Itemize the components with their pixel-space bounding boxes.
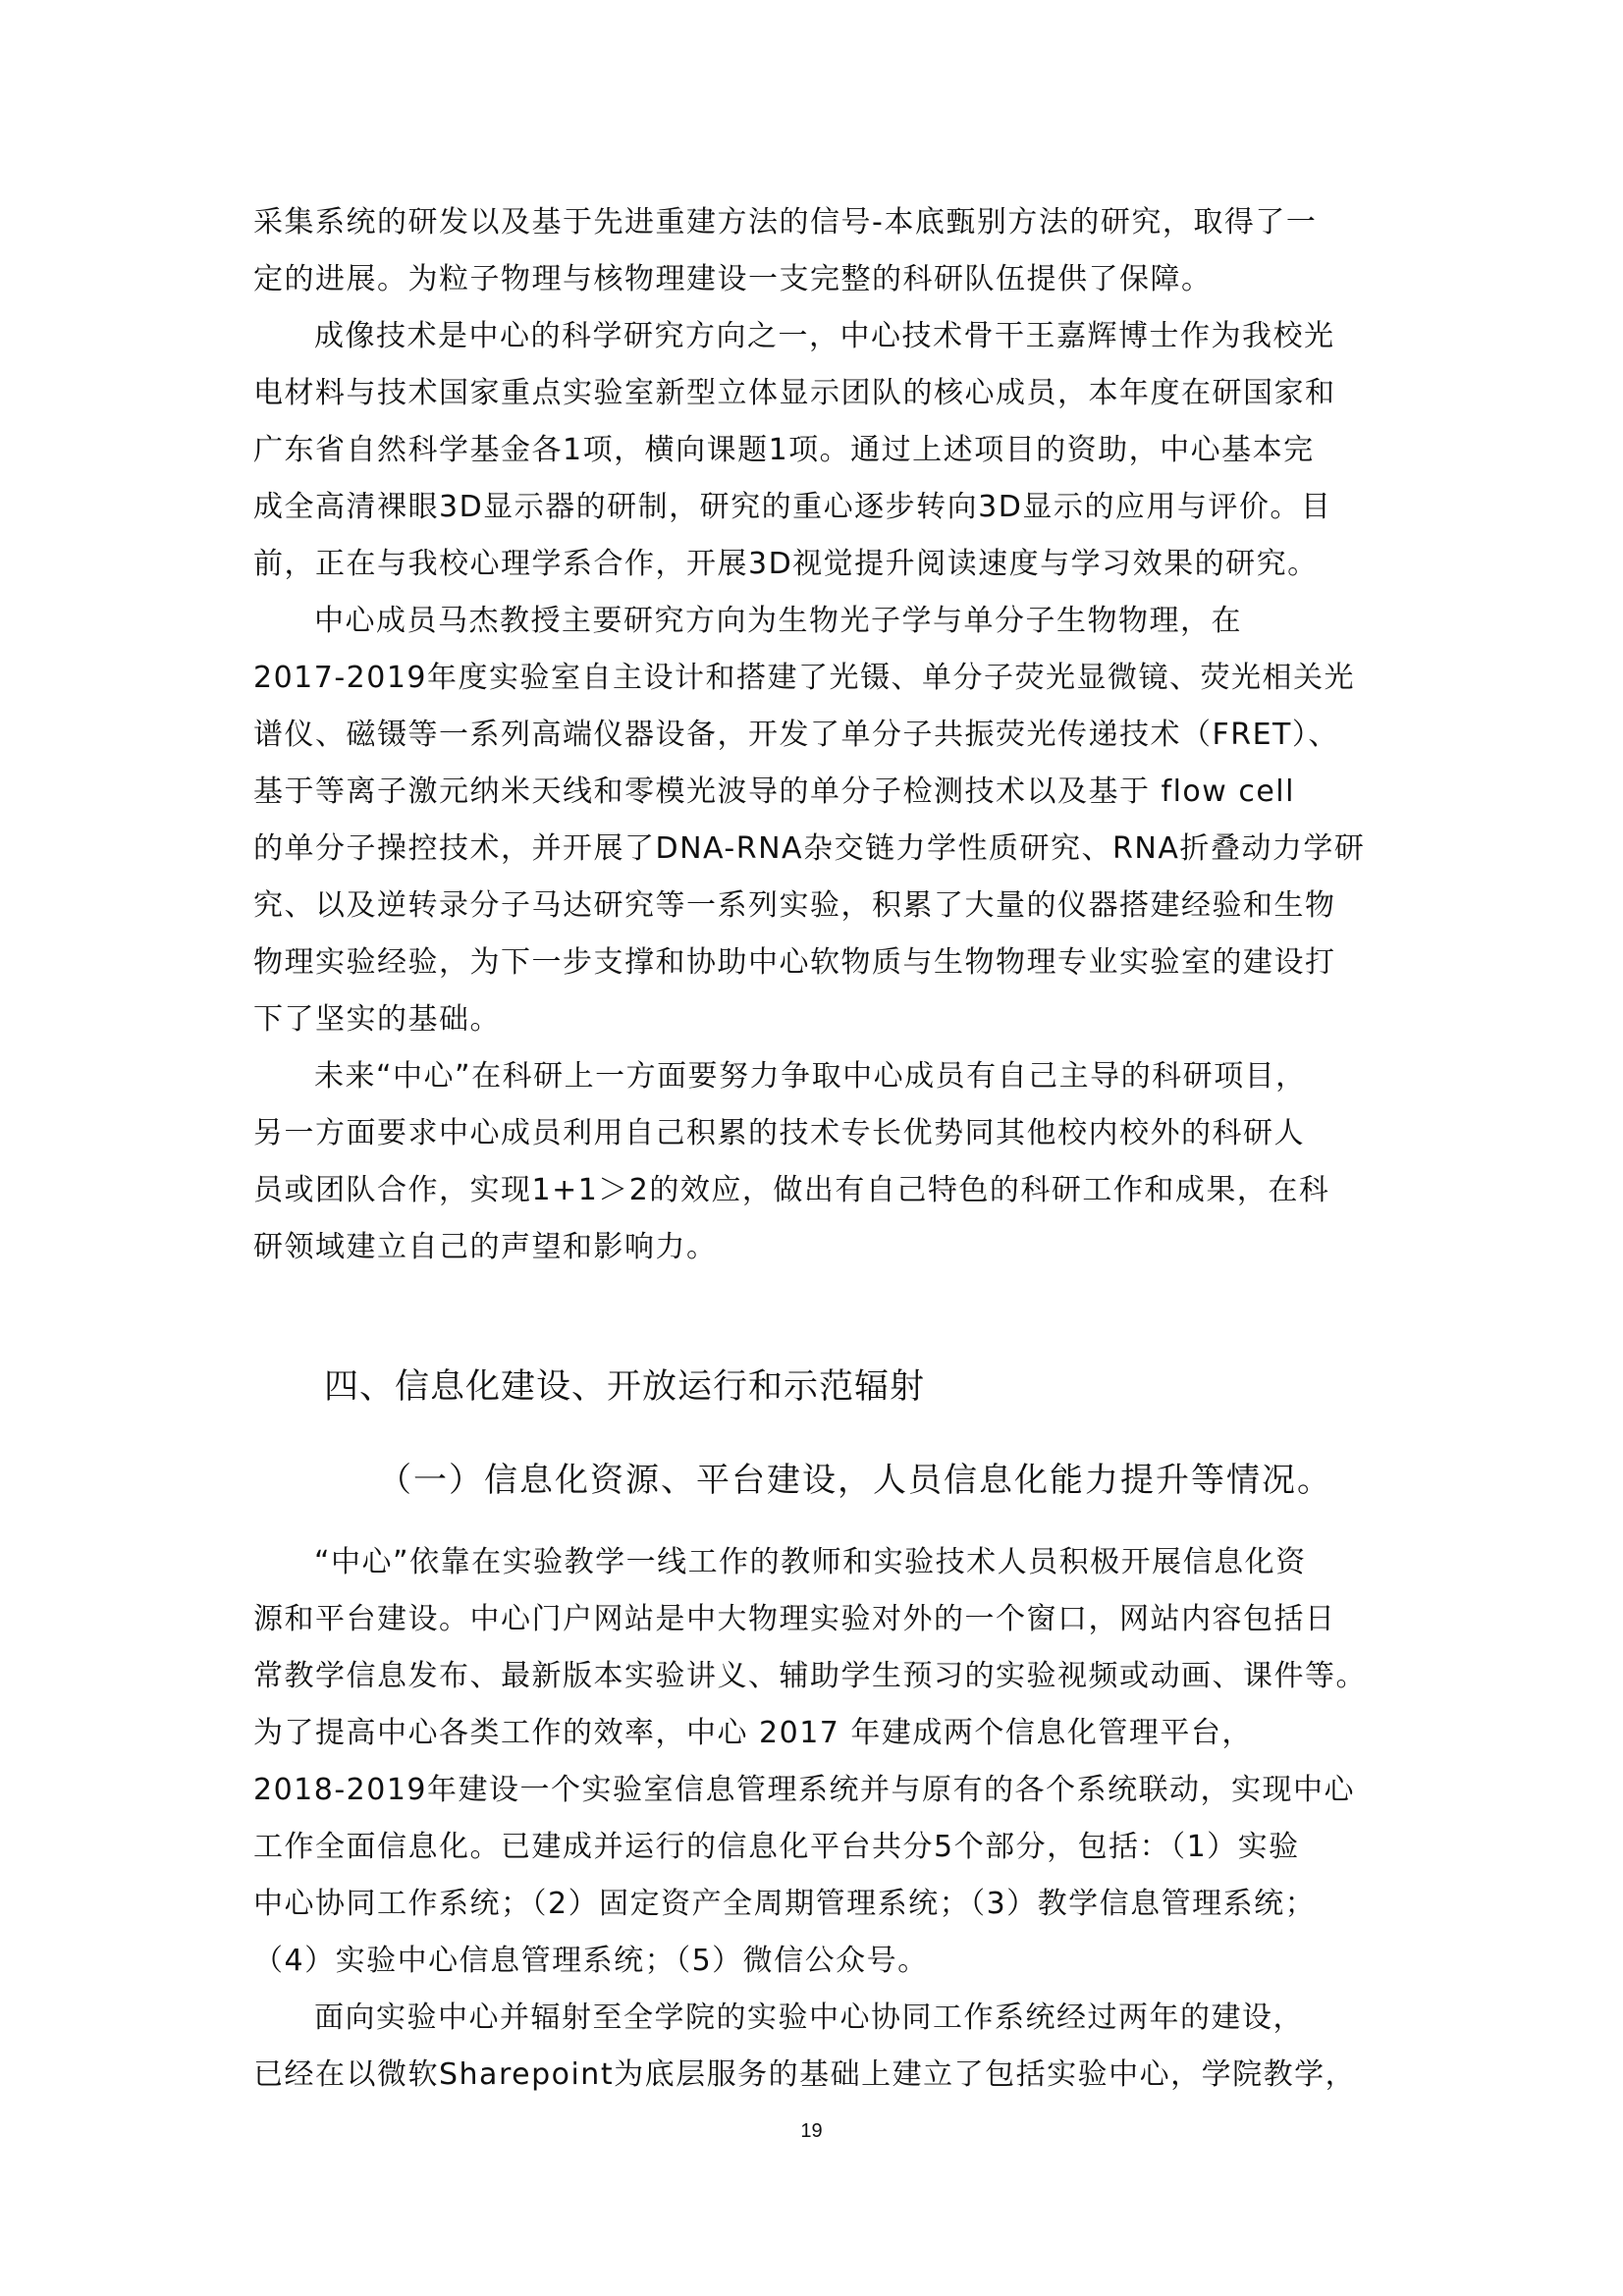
text-line: 面向实验中心并辐射至全学院的实验中心协同工作系统经过两年的建设， xyxy=(314,2001,1304,2035)
text-line: 研领域建立自己的声望和影响力。 xyxy=(253,1230,718,1264)
body-text-bottom xyxy=(253,1534,1384,2104)
paragraph xyxy=(253,1048,1384,1276)
text-line: 另一方面要求中心成员利用自己积累的技术专长优势同其他校内校外的科研人 xyxy=(253,1116,1305,1150)
text-line: 下了坚实的基础。 xyxy=(253,1002,501,1037)
text-line: 电材料与技术国家重点实验室新型立体显示团队的核心成员，本年度在研国家和 xyxy=(253,376,1336,410)
text-line: 的单分子操控技术，并开展了DNA-RNA杂交链力学性质研究、RNA折叠动力学研 xyxy=(253,831,1366,866)
text-line: 为了提高中心各类工作的效率，中心 2017 年建成两个信息化管理平台， xyxy=(253,1716,1253,1750)
text-line: 成像技术是中心的科学研究方向之一，中心技术骨干王嘉辉博士作为我校光 xyxy=(314,319,1335,353)
text-line: 未来“中心”在科研上一方面要努力争取中心成员有自己主导的科研项目， xyxy=(314,1059,1307,1094)
text-line: 中心成员马杰教授主要研究方向为生物光子学与单分子生物物理，在 xyxy=(314,604,1242,638)
paragraph xyxy=(253,308,1384,593)
text-line: 2018-2019年建设一个实验室信息管理系统并与原有的各个系统联动，实现中心 xyxy=(253,1773,1356,1807)
text-line: 究、以及逆转录分子马达研究等一系列实验，积累了大量的仪器搭建经验和生物 xyxy=(253,888,1336,923)
text-line: 物理实验经验，为下一步支撑和协助中心软物质与生物物理专业实验室的建设打 xyxy=(253,945,1336,980)
paragraph xyxy=(253,194,1384,308)
page-number: 19 xyxy=(800,2120,823,2142)
text-line: 基于等离子激元纳米天线和零模光波导的单分子检测技术以及基于 flow cell xyxy=(253,774,1295,809)
section-heading: 四、信息化建设、开放运行和示范辐射 xyxy=(324,1367,926,1407)
text-line: 前，正在与我校心理学系合作，开展3D视觉提升阅读速度与学习效果的研究。 xyxy=(253,547,1319,581)
text-line: 常教学信息发布、最新版本实验讲义、辅助学生预习的实验视频或动画、课件等。 xyxy=(253,1659,1367,1693)
paragraph xyxy=(253,1990,1384,2104)
text-line: 工作全面信息化。已建成并运行的信息化平台共分5个部分，包括：（1）实验 xyxy=(253,1830,1300,1864)
body-text-top xyxy=(253,194,1384,1276)
text-line: 成全高清裸眼3D显示器的研制，研究的重心逐步转向3D显示的应用与评价。目 xyxy=(253,490,1332,524)
paragraph xyxy=(253,593,1384,1048)
text-line: 采集系统的研发以及基于先进重建方法的信号-本底甄别方法的研究，取得了一 xyxy=(253,205,1318,240)
text-line: 已经在以微软Sharepoint为底层服务的基础上建立了包括实验中心，学院教学， xyxy=(253,2057,1357,2092)
text-line: 中心协同工作系统；（2）固定资产全周期管理系统；（3）教学信息管理系统； xyxy=(253,1887,1317,1921)
text-line: 广东省自然科学基金各1项，横向课题1项。通过上述项目的资助，中心基本完 xyxy=(253,433,1315,467)
text-line: （4）实验中心信息管理系统；（5）微信公众号。 xyxy=(253,1944,929,1978)
paragraph xyxy=(253,1534,1384,1990)
text-line: “中心”依靠在实验教学一线工作的教师和实验技术人员积极开展信息化资 xyxy=(314,1545,1307,1579)
text-line: 谱仪、磁镊等一系列高端仪器设备，开发了单分子共振荧光传递技术（FRET）、 xyxy=(253,718,1339,752)
text-line: 定的进展。为粒子物理与核物理建设一支完整的科研队伍提供了保障。 xyxy=(253,262,1213,296)
text-line: 源和平台建设。中心门户网站是中大物理实验对外的一个窗口，网站内容包括日 xyxy=(253,1602,1336,1636)
text-line: 2017-2019年度实验室自主设计和搭建了光镊、单分子荧光显微镜、荧光相关光 xyxy=(253,661,1356,695)
text-line: 员或团队合作，实现1+1＞2的效应，做出有自己特色的科研工作和成果，在科 xyxy=(253,1173,1330,1207)
subsection-heading: （一）信息化资源、平台建设，人员信息化能力提升等情况。 xyxy=(378,1461,1332,1500)
